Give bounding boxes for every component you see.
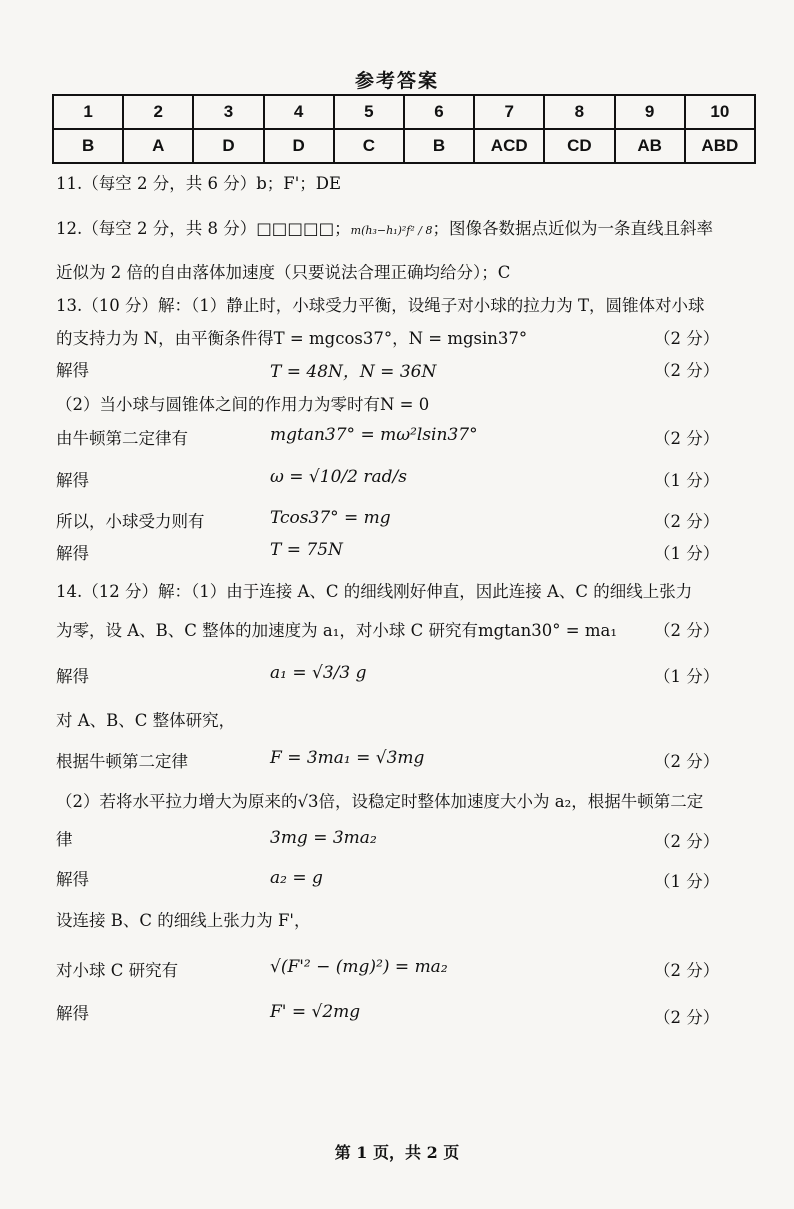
equation: mgtan37° = mω²lsin37° xyxy=(270,425,478,445)
score: （2 分） xyxy=(654,1008,720,1027)
question-13-line2: 的支持力为 N，由平衡条件得T = mgcos37°，N = mgsin37° xyxy=(56,329,528,348)
step-label: 解得 xyxy=(56,667,89,686)
table-cell-number: 8 xyxy=(544,95,614,129)
table-cell-number: 2 xyxy=(123,95,193,129)
score: （2 分） xyxy=(654,832,720,851)
step-label: （2）若将水平拉力增大为原来的√3倍，设稳定时整体加速度大小为 a₂，根据牛顿第二定 xyxy=(56,792,704,811)
table-cell-answer: C xyxy=(334,129,404,163)
answer-table-number-row xyxy=(53,95,755,129)
step-label: 解得 xyxy=(56,1004,89,1023)
table-cell-number: 4 xyxy=(264,95,334,129)
page-title: 参考答案 xyxy=(354,70,439,92)
table-cell-answer: CD xyxy=(544,129,614,163)
score: （1 分） xyxy=(654,471,720,490)
equation: ω = √10/2 rad/s xyxy=(270,467,407,487)
q12-suffix: ；图像各数据点近似为一条直线且斜率 xyxy=(432,219,713,238)
equation: a₁ = √3/3 g xyxy=(270,663,367,683)
table-cell-number: 6 xyxy=(404,95,474,129)
score: （2 分） xyxy=(654,429,720,448)
q12-prefix: 12.（每空 2 分，共 8 分）□□□□□； xyxy=(56,219,351,238)
score: （1 分） xyxy=(654,667,720,686)
question-14-line2: 为零，设 A、B、C 整体的加速度为 a₁，对小球 C 研究有mgtan30° = ma₁ xyxy=(56,621,617,640)
equation: a₂ = g xyxy=(270,868,323,888)
equation: F = 3ma₁ = √3mg xyxy=(270,748,425,768)
equation: √(F'² − (mg)²) = ma₂ xyxy=(270,957,448,977)
table-cell-answer: A xyxy=(123,129,193,163)
step-label: 对小球 C 研究有 xyxy=(56,961,179,980)
step-label: 对 A、B、C 整体研究， xyxy=(56,711,236,730)
table-cell-answer: D xyxy=(193,129,263,163)
table-cell-number: 1 xyxy=(53,95,123,129)
answer-table xyxy=(52,94,756,164)
equation: T = 75N xyxy=(270,540,343,560)
score: （1 分） xyxy=(654,872,720,891)
step-label: 所以，小球受力则有 xyxy=(56,512,205,531)
step-label: 设连接 B、C 的细线上张力为 F'， xyxy=(56,911,311,930)
equation: Tcos37° = mg xyxy=(270,508,391,528)
question-13-line1: 13.（10 分）解：（1）静止时，小球受力平衡，设绳子对小球的拉力为 T，圆锥体对小球 xyxy=(56,296,705,315)
equation: 3mg = 3ma₂ xyxy=(270,828,377,848)
table-cell-answer: ABD xyxy=(685,129,755,163)
question-14-line1: 14.（12 分）解：（1）由于连接 A、C 的细线刚好伸直，因此连接 A、C 的细线上张力 xyxy=(56,582,693,601)
step-label: 解得 xyxy=(56,544,89,563)
step-label: 解得 xyxy=(56,361,89,380)
step-label: 根据牛顿第二定律 xyxy=(56,752,188,771)
question-12-line2: 近似为 2 倍的自由落体加速度（只要说法合理正确均给分）；C xyxy=(56,263,511,282)
score: （2 分） xyxy=(654,621,720,640)
equation: T = 48N，N = 36N xyxy=(270,362,437,382)
step-label: 解得 xyxy=(56,471,89,490)
step-label: （2）当小球与圆锥体之间的作用力为零时有N = 0 xyxy=(56,395,430,414)
question-11: 11.（每空 2 分，共 6 分）b；F'；DE xyxy=(56,174,342,193)
step-label: 由牛顿第二定律有 xyxy=(56,429,188,448)
step-label: 律 xyxy=(56,830,73,849)
table-cell-number: 5 xyxy=(334,95,404,129)
score: （2 分） xyxy=(654,752,720,771)
question-12-line1 xyxy=(56,215,764,239)
table-cell-answer: D xyxy=(264,129,334,163)
score: （2 分） xyxy=(654,512,720,531)
table-cell-answer: B xyxy=(404,129,474,163)
score: （2 分） xyxy=(654,329,720,348)
table-cell-number: 3 xyxy=(193,95,263,129)
table-cell-number: 10 xyxy=(685,95,755,129)
score: （2 分） xyxy=(654,961,720,980)
q12-formula: m(h₃−h₁)²f² / 8 xyxy=(350,224,433,237)
step-label: 解得 xyxy=(56,870,89,889)
table-cell-answer: AB xyxy=(615,129,685,163)
page-footer: 第 1 页，共 2 页 xyxy=(334,1143,460,1162)
table-cell-number: 9 xyxy=(615,95,685,129)
score: （2 分） xyxy=(654,361,720,380)
table-cell-answer: B xyxy=(53,129,123,163)
table-cell-answer: ACD xyxy=(474,129,544,163)
equation: F' = √2mg xyxy=(270,1002,361,1022)
answer-table-answer-row xyxy=(53,129,755,163)
score: （1 分） xyxy=(654,544,720,563)
table-cell-number: 7 xyxy=(474,95,544,129)
